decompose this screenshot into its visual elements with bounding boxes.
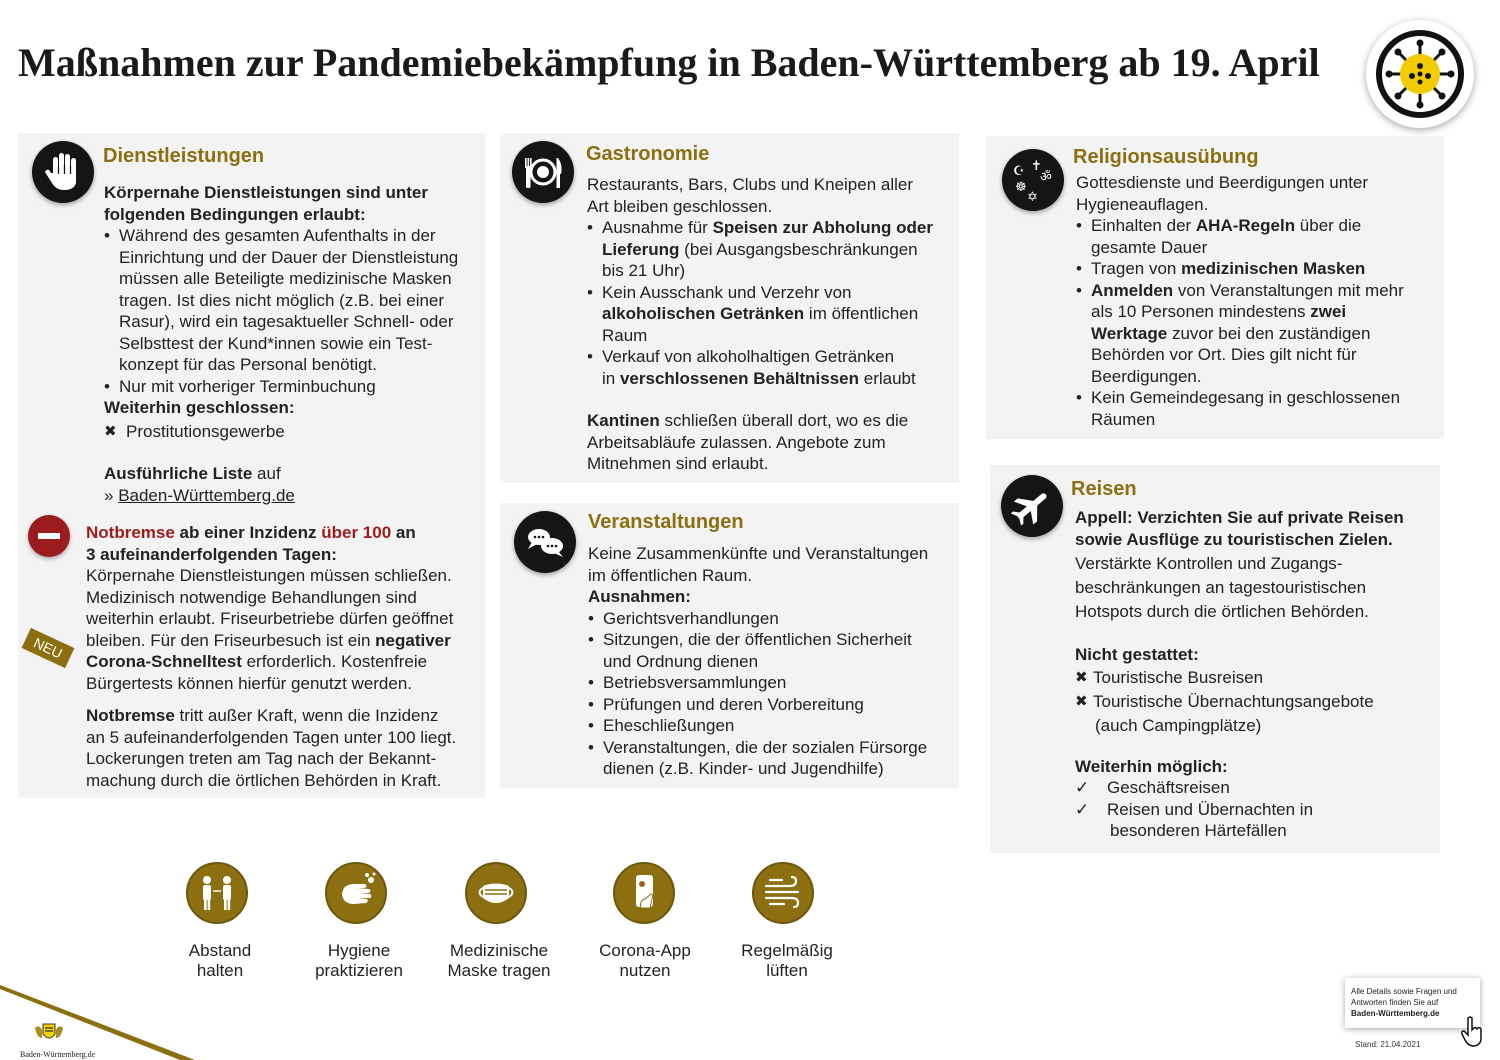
speech-bubbles-icon bbox=[514, 511, 576, 573]
dienst-heading: Dienstleistungen bbox=[103, 145, 265, 167]
svg-text:☪: ☪ bbox=[1013, 164, 1025, 179]
cutlery-icon bbox=[512, 141, 574, 203]
list-item: • Betriebsversammlungen bbox=[588, 672, 953, 694]
list-item: • Prüfungen und deren Vorbereitung bbox=[588, 694, 953, 716]
list-item: • Tragen von medizinischen Masken bbox=[1076, 258, 1441, 280]
list-item: • Einhalten der AHA-Regeln über die gesamte Dauer bbox=[1076, 215, 1441, 258]
travel-body: Appell: Verzichten Sie auf private Reisen sowie Ausflüge zu touristischen Zielen. Verstärkte Kontrollen und Zugangs- beschränkungen an tagestouristischen Hotspots durch die örtlichen Behörden. Nicht gestattet: ✖ Touristische Busreisen ✖ Touristische Übernachtungsangebote (auch Campingplätze) Weiterhin möglich: ✓ Geschäftsreisen ✓ Reisen und Übernachten in besonderen Härtefällen bbox=[1075, 507, 1435, 842]
svg-text:☸: ☸ bbox=[1015, 180, 1027, 195]
baden-wuerttemberg-link[interactable]: Baden-Württemberg.de bbox=[118, 485, 295, 505]
list-item: • Während des gesamten Aufenthalts in der Einrichtung und der Dauer der Dienstleistung müssen alle Beteiligte medizinische Masken tragen. Ist dies nicht möglich (z.B. bei einer Rasur), wird ein tagesaktueller Schnell- oder Selbsttest der Kund*innen sowie ein Test- konzept für das Personal benötigt. bbox=[104, 225, 484, 376]
hint-app: Corona-App nutzen bbox=[599, 941, 691, 980]
hint-maske: Medizinische Maske tragen bbox=[447, 941, 551, 980]
info-note: Alle Details sowie Fragen und Antworten finden Sie auf Baden-Württemberg.de bbox=[1345, 978, 1480, 1028]
plane-icon bbox=[1001, 475, 1063, 537]
list-item: • Anmelden von Veranstaltungen mit mehr als 10 Personen mindestens zwei Werktage zuvor bei den zuständigen Behörden vor Ort. Dies gilt nicht für Beerdigungen. bbox=[1076, 280, 1441, 388]
neu-badge: NEU bbox=[22, 628, 75, 668]
dienst-body: Körpernahe Dienstleistungen sind unter folgenden Bedingungen erlaubt: • Während des gesamten Aufenthalts in der Einrichtung und der Dauer der Dienstleistung müssen alle Beteiligte medizinische Masken tragen. Ist dies nicht möglich (z.B. bei einer Rasur), wird ein tagesaktueller Schnell- oder Selbsttest der Kund*innen sowie ein Test- konzept für das Personal benötigt. • Nur mit vorheriger Terminbuchung Weiterhin geschlossen: ✖ Prostitutionsgewerbe Ausführliche Liste auf » Baden-Württemberg.de bbox=[104, 182, 484, 506]
list-item: • Kein Gemeindegesang in geschlossenen Räumen bbox=[1076, 387, 1441, 430]
list-item: ✖ Touristische Busreisen bbox=[1075, 666, 1435, 690]
virus-icon bbox=[1376, 30, 1464, 118]
coat-of-arms bbox=[33, 1020, 65, 1044]
religion-body: Gottesdienste und Beerdigungen unter Hygieneauflagen. • Einhalten der AHA-Regeln über die gesamte Dauer • Tragen von medizinischen Masken • Anmelden von Veranstaltungen mit mehr als 10 Personen mindestens zwei Werktage zuvor bei den zuständigen Behörden vor Ort. Dies gilt nicht für Beerdigungen. • Kein Gemeindegesang in geschlossenen Räumen bbox=[1076, 172, 1441, 430]
list-item: • Ausnahme für Speisen zur Abholung oder Lieferung (bei Ausgangsbeschränkungen bis 21 Uhr) bbox=[587, 217, 957, 282]
gastro-heading: Gastronomie bbox=[586, 143, 710, 165]
hand-icon bbox=[32, 141, 94, 203]
phone-app-icon bbox=[613, 862, 675, 924]
hint-hygiene: Hygiene praktizieren bbox=[315, 941, 403, 980]
svg-text:ॐ: ॐ bbox=[1040, 170, 1052, 185]
religion-icon bbox=[1002, 149, 1064, 211]
list-item: ✖ Prostitutionsgewerbe bbox=[104, 421, 484, 443]
list-item: ✖ Touristische Übernachtungsangebote (auch Campingplätze) bbox=[1075, 690, 1435, 738]
list-item: ✓ Geschäftsreisen bbox=[1075, 777, 1435, 799]
hint-abstand: Abstand halten bbox=[188, 941, 252, 980]
cursor-hand-icon bbox=[1460, 1016, 1484, 1048]
footer-brand: Baden-Württemberg.de bbox=[20, 1050, 96, 1059]
wind-icon bbox=[752, 862, 814, 924]
list-item: • Veranstaltungen, die der sozialen Fürsorge dienen (z.B. Kinder- und Jugendhilfe) bbox=[588, 737, 953, 780]
list-item: • Kein Ausschank und Verzehr von alkoholischen Getränken im öffentlichen Raum bbox=[587, 282, 957, 347]
notbremse-text: Notbremse ab einer Inzidenz über 100 an 3 aufeinanderfolgenden Tagen: Körpernahe Dienstleistungen müssen schließen. Medizinisch notwendige Behandlungen sind weiterhin erlaubt. Friseurbetriebe dürfen geöffnet bleiben. Für den Friseurbesuch ist ein negativer Corona-Schnelltest erforderlich. Kostenfreie Bürgertests können hierfür genutzt werden. Notbremse tritt außer Kraft, wenn die Inzidenz an 5 aufeinanderfolgenden Tagen unter 100 liegt. Lockerungen treten am Tag nach der Bekannt- machung durch die örtlichen Behörden in Kraft. bbox=[86, 523, 457, 790]
no-entry-icon bbox=[28, 515, 70, 557]
page-title: Maßnahmen zur Pandemiebekämpfung in Baden-Württemberg ab 19. April bbox=[18, 40, 1320, 85]
list-item: ✓ Reisen und Übernachten in besonderen Härtefällen bbox=[1075, 799, 1435, 842]
list-item: • Verkauf von alkoholhaltigen Getränken in verschlossenen Behältnissen erlaubt bbox=[587, 346, 957, 389]
list-item: • Nur mit vorheriger Terminbuchung bbox=[104, 376, 484, 398]
svg-text:✝: ✝ bbox=[1031, 159, 1042, 174]
gastro-body: Restaurants, Bars, Clubs und Kneipen aller Art bleiben geschlossen. • Ausnahme für Speisen zur Abholung oder Lieferung (bei Ausgangsbeschränkungen bis 21 Uhr) • Kein Ausschank und Verzehr von alkoholischen Getränken im öffentlichen Raum • Verkauf von alkoholhaltigen Getränken in verschlossenen Behältnissen erlaubt Kantinen schließen überall dort, wo es die Arbeitsabläufe zulassen. Angebote zum Mitnehmen sind erlaubt. bbox=[587, 174, 957, 475]
virus-badge bbox=[1366, 20, 1474, 128]
stand-date: Stand: 21.04.2021 bbox=[1355, 1040, 1421, 1049]
svg-text:✡: ✡ bbox=[1027, 190, 1038, 205]
list-item: • Gerichtsverhandlungen bbox=[588, 608, 953, 630]
list-item: • Eheschließungen bbox=[588, 715, 953, 737]
events-heading: Veranstaltungen bbox=[588, 511, 744, 533]
hint-lueften: Regelmäßig lüften bbox=[741, 941, 833, 980]
travel-heading: Reisen bbox=[1071, 478, 1137, 500]
events-body: Keine Zusammenkünfte und Veranstaltungen im öffentlichen Raum. Ausnahmen: • Gerichtsverhandlungen • Sitzungen, die der öffentlichen Sicherheit und Ordnung dienen • Betriebsversammlungen • Prüfungen und deren Vorbereitung • Eheschließungen • Veranstaltungen, die der sozialen Fürsorge dienen (z.B. Kinder- und Jugendhilfe) bbox=[588, 543, 953, 780]
list-item: • Sitzungen, die der öffentlichen Sicherheit und Ordnung dienen bbox=[588, 629, 953, 672]
religion-heading: Religionsausübung bbox=[1073, 146, 1259, 168]
mask-icon bbox=[465, 862, 527, 924]
hygiene-icon bbox=[325, 862, 387, 924]
distance-icon bbox=[186, 862, 248, 924]
